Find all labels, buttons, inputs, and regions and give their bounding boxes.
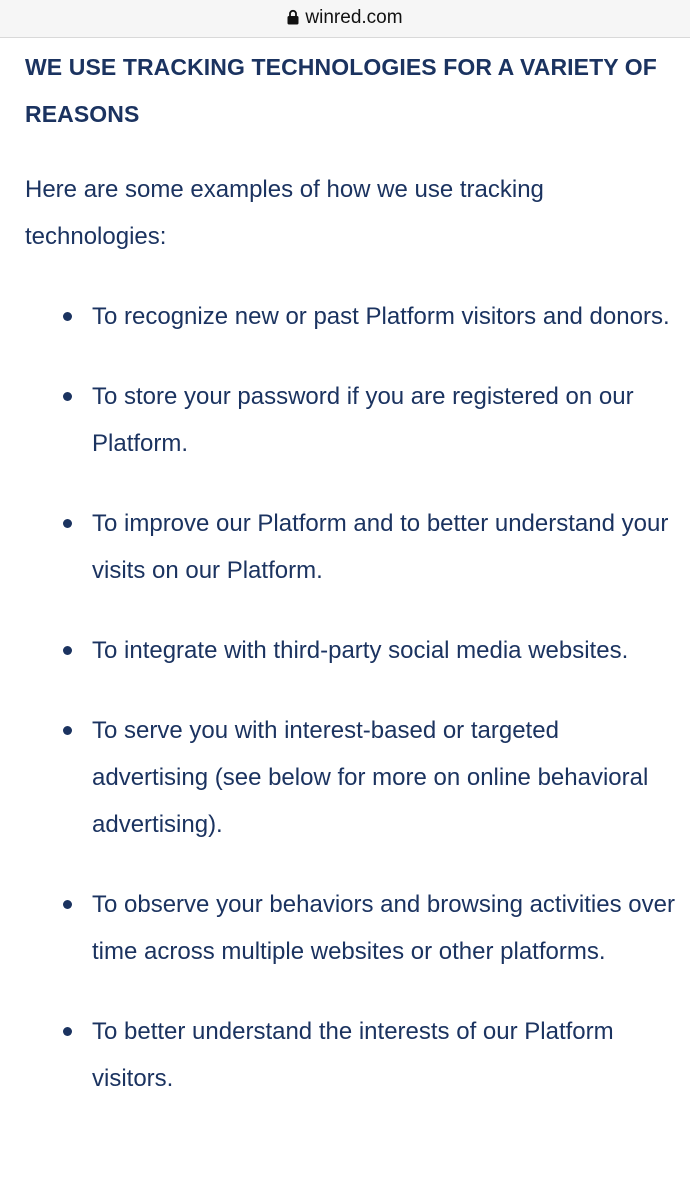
list-item-text: To improve our Platform and to better understand your visits on our Platform. (92, 510, 669, 584)
bullet-icon (63, 726, 72, 735)
url-text: winred.com (305, 7, 403, 28)
reasons-list (25, 293, 675, 1102)
url-display[interactable] (0, 6, 690, 32)
list-item (25, 1008, 675, 1102)
lock-icon (287, 8, 299, 32)
list-item (25, 881, 675, 975)
list-item (25, 627, 675, 674)
article-content (25, 44, 675, 1135)
intro-paragraph: Here are some examples of how we use tracking technologies: (25, 176, 544, 250)
browser-address-bar[interactable] (0, 0, 690, 38)
list-item-text: To better understand the interests of our Platform visitors. (92, 1018, 614, 1092)
list-item (25, 373, 675, 467)
list-item-text: To observe your behaviors and browsing activities over time across multiple websites or other platforms. (92, 891, 675, 965)
list-item-text: To integrate with third-party social media websites. (92, 637, 629, 664)
list-item-text: To store your password if you are registered on our Platform. (92, 383, 634, 457)
list-item (25, 707, 675, 848)
bullet-icon (63, 312, 72, 321)
list-item (25, 500, 675, 594)
bullet-icon (63, 392, 72, 401)
list-item-text: To recognize new or past Platform visitors and donors. (92, 303, 670, 330)
bullet-icon (63, 519, 72, 528)
section-heading: WE USE TRACKING TECHNOLOGIES FOR A VARIETY OF REASONS (25, 54, 657, 127)
bullet-icon (63, 1027, 72, 1036)
list-item-text: To serve you with interest-based or targeted advertising (see below for more on online behavioral advertising). (92, 717, 649, 838)
bullet-icon (63, 646, 72, 655)
bullet-icon (63, 900, 72, 909)
list-item (25, 293, 675, 340)
